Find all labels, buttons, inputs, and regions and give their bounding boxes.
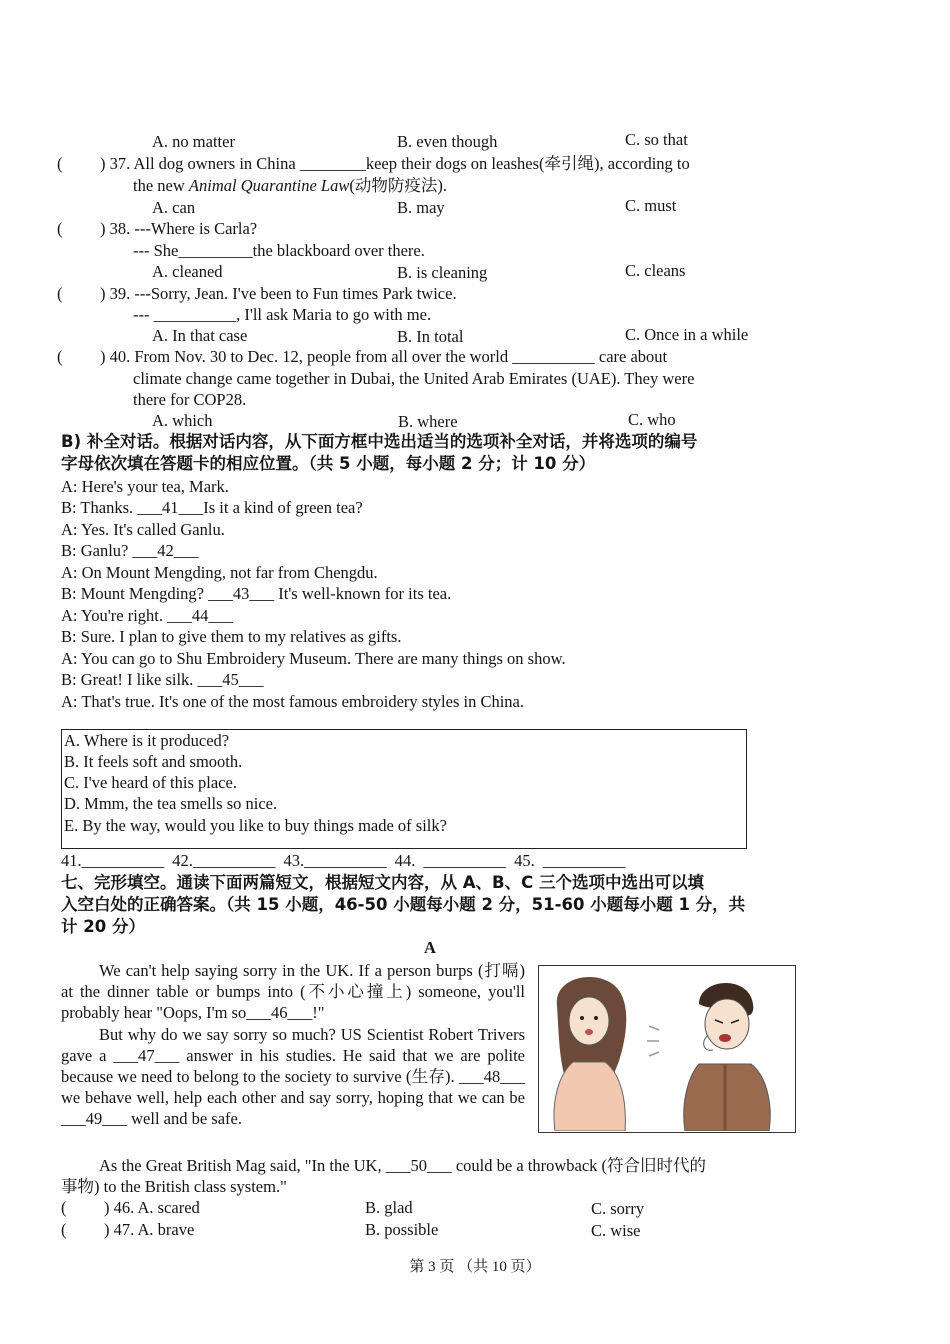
q40-option-a: A. which [152, 411, 213, 430]
dialogue-line: A: You can go to Shu Embroidery Museum. There are many things on show. [61, 649, 566, 668]
q37-line2: the new Animal Quarantine Law(动物防疫法). [133, 176, 447, 195]
illustration-girl-and-boy-burping [538, 965, 796, 1133]
q37-paren: ( [57, 154, 63, 173]
options-box [61, 729, 747, 849]
passage-paragraph-3-line1: As the Great British Mag said, "In the UK, ___50___ could be a throwback (符合旧时代的 [99, 1156, 707, 1175]
q46-option-b: B. glad [365, 1198, 413, 1217]
dialogue-line: B: Mount Mengding? ___43___ It's well-known for its tea. [61, 584, 452, 603]
dialogue-line: B: Ganlu? ___42___ [61, 541, 199, 560]
q47-paren: ( [61, 1220, 67, 1239]
passage-paragraph-1: We can't help saying sorry in the UK. If a person burps (打嗝) at the dinner table or bumps into (不小心撞上) someone, you'll probably hear "Oops, I'm so___46___!" [61, 961, 525, 1022]
dialogue-line: B: Sure. I plan to give them to my relatives as gifts. [61, 627, 402, 646]
dialogue-line: B: Great! I like silk. ___45___ [61, 670, 264, 689]
q40-option-c: C. who [628, 410, 676, 429]
dialogue-line: A: That's true. It's one of the most famous embroidery styles in China. [61, 692, 524, 711]
q40-line2: climate change came together in Dubai, the United Arab Emirates (UAE). They were [133, 369, 695, 388]
q38-paren: ( [57, 219, 63, 238]
passage-paragraph-3-line2: 事物) to the British class system." [61, 1177, 287, 1196]
illustration-drawing [539, 966, 794, 1131]
q38-option-c: C. cleans [625, 261, 686, 280]
box-option-c: C. I've heard of this place. [64, 773, 237, 792]
q47-option-b: B. possible [365, 1220, 439, 1239]
dialogue-line: A: Yes. It's called Ganlu. [61, 520, 225, 539]
q47-option-c: C. wise [591, 1221, 641, 1240]
section-7-heading-3: 计 20 分） [61, 917, 145, 936]
q46-option-c: C. sorry [591, 1199, 645, 1218]
q46-option-a: ) 46. A. scared [104, 1198, 200, 1217]
box-option-b: B. It feels soft and smooth. [64, 752, 243, 771]
page-footer: 第 3 页 （共 10 页） [409, 1259, 541, 1275]
q38-line1: ) 38. ---Where is Carla? [100, 219, 258, 238]
q47-option-a: ) 47. A. brave [104, 1220, 195, 1239]
q46-paren: ( [61, 1198, 67, 1217]
q38-option-b: B. is cleaning [397, 263, 488, 282]
dialogue-line: A: On Mount Mengding, not far from Chengdu. [61, 563, 378, 582]
box-option-d: D. Mmm, the tea smells so nice. [64, 794, 278, 813]
passage-title: A [424, 938, 436, 957]
q39-option-b: B. In total [397, 327, 464, 346]
dialogue-line: A: You're right. ___44___ [61, 606, 234, 625]
box-option-e: E. By the way, would you like to buy things made of silk? [64, 816, 447, 835]
q40-option-b: B. where [398, 412, 458, 431]
q38-option-a: A. cleaned [152, 262, 223, 281]
q37-option-a: A. can [152, 198, 196, 217]
dialogue-line: B: Thanks. ___41___Is it a kind of green tea? [61, 498, 363, 517]
q39-option-c: C. Once in a while [625, 325, 749, 344]
q37-option-c: C. must [625, 196, 677, 215]
q40-line1: ) 40. From Nov. 30 to Dec. 12, people from all over the world __________ care about [100, 347, 668, 366]
q38-line2: --- She_________the blackboard over there. [133, 241, 425, 260]
q36-option-b: B. even though [397, 132, 498, 151]
q40-line3: there for COP28. [133, 390, 247, 409]
q39-line2: --- __________, I'll ask Maria to go with me. [133, 305, 432, 324]
q40-paren: ( [57, 347, 63, 366]
q39-option-a: A. In that case [152, 326, 248, 345]
q39-line1: ) 39. ---Sorry, Jean. I've been to Fun times Park twice. [100, 284, 457, 303]
q37-option-b: B. may [397, 198, 445, 217]
section-b-heading-1: B) 补全对话。根据对话内容，从下面方框中选出适当的选项补全对话，并将选项的编号 [61, 432, 698, 451]
q36-option-c: C. so that [625, 130, 688, 149]
q39-paren: ( [57, 284, 63, 303]
answer-blanks-line: 41.__________ 42.__________ 43.__________ 44. __________ 45. __________ [61, 851, 626, 870]
section-7-heading-2: 入空白处的正确答案。（共 15 小题，46-50 小题每小题 2 分，51-60 小题每小题 1 分，共 [61, 895, 746, 914]
section-7-heading-1: 七、完形填空。通读下面两篇短文，根据短文内容，从 A、B、C 三个选项中选出可以填 [61, 873, 704, 892]
q36-option-a: A. no matter [152, 132, 235, 151]
box-option-a: A. Where is it produced? [64, 731, 230, 750]
passage-paragraph-2: But why do we say sorry so much? US Scientist Robert Trivers gave a ___47___ answer in his studies. He said that we are polite because we need to belong to the society to survive (生存). ___48___ we behave well, help each other and say sorry, hoping that we can be ___49___ well and be safe. [61, 1025, 525, 1128]
section-b-heading-2: 字母依次填在答题卡的相应位置。（共 5 小题，每小题 2 分；计 10 分） [61, 454, 596, 473]
dialogue-line: A: Here's your tea, Mark. [61, 477, 229, 496]
q37-line1: ) 37. All dog owners in China ________keep their dogs on leashes(牵引绳), according to [100, 154, 690, 173]
